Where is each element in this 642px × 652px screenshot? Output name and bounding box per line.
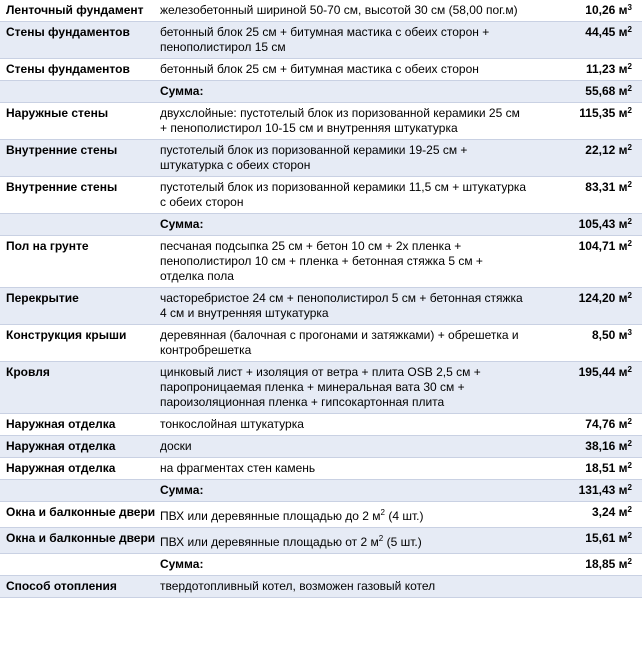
- value-unit: м: [618, 328, 628, 342]
- row-value: [538, 436, 642, 458]
- value-unit: м: [618, 505, 628, 519]
- value-unit: м: [618, 3, 628, 17]
- value-unit-exponent: 2: [627, 439, 632, 448]
- value-number: 124,20: [578, 291, 616, 305]
- table-row: [0, 59, 642, 81]
- row-value: [538, 103, 642, 140]
- sum-row: [0, 214, 642, 236]
- value-unit-exponent: 2: [627, 557, 632, 566]
- row-description: [158, 59, 538, 81]
- sum-label-text: Сумма:: [160, 217, 204, 231]
- row-name: Внутренние стены: [0, 177, 158, 214]
- value-unit: м: [618, 180, 628, 194]
- row-name: [0, 81, 158, 103]
- row-description-text: двухслойные: пустотелый блок из поризованной керамики 25 см + пенополистирол 10-15 см и внутренняя штукатурка: [160, 106, 520, 135]
- value-number: 3,24: [591, 505, 616, 519]
- row-name: Конструкция крыши: [0, 325, 158, 362]
- row-description-text: пустотелый блок из поризованной керамики 19-25 см + штукатурка с обеих сторон: [160, 143, 468, 172]
- row-value: [538, 59, 642, 81]
- row-description-text: железобетонный шириной 50-70 см, высотой 30 см (58,00 пог.м): [160, 3, 518, 17]
- value-unit-exponent: 2: [627, 483, 632, 492]
- value-unit: м: [618, 365, 628, 379]
- table-row: [0, 236, 642, 288]
- row-name: Окна и балконные двери: [0, 528, 158, 554]
- value-number: 55,68: [585, 84, 616, 98]
- row-name: Наружная отделка: [0, 458, 158, 480]
- value-unit-exponent: 2: [627, 25, 632, 34]
- sum-label: [158, 554, 538, 576]
- value-number: 11,23: [585, 62, 616, 76]
- row-name: Пол на грунте: [0, 236, 158, 288]
- row-value: [538, 325, 642, 362]
- row-name: Ленточный фундамент: [0, 0, 158, 22]
- value-unit: м: [618, 239, 628, 253]
- row-description-exponent: 2: [380, 508, 385, 517]
- row-value: [538, 414, 642, 436]
- value-unit: м: [618, 84, 628, 98]
- row-description: [158, 140, 538, 177]
- value-number: 74,76: [585, 417, 616, 431]
- value-unit-exponent: 2: [627, 505, 632, 514]
- row-description-text: бетонный блок 25 см + битумная мастика с обеих сторон: [160, 62, 479, 76]
- value-unit-exponent: 2: [627, 84, 632, 93]
- row-value: [538, 362, 642, 414]
- row-value: [538, 576, 642, 598]
- value-number: 83,31: [585, 180, 616, 194]
- row-description: [158, 177, 538, 214]
- row-value: [538, 288, 642, 325]
- row-description: [158, 458, 538, 480]
- row-name: Внутренние стены: [0, 140, 158, 177]
- table-row: [0, 103, 642, 140]
- row-description-text: ПВХ или деревянные площадью до 2 м: [160, 509, 381, 523]
- value-number: 38,16: [585, 439, 616, 453]
- value-unit-exponent: 2: [627, 180, 632, 189]
- row-value: [538, 236, 642, 288]
- row-description-text: твердотопливный котел, возможен газовый котел: [160, 579, 436, 593]
- value-number: 22,12: [585, 143, 616, 157]
- row-name: Стены фундаментов: [0, 59, 158, 81]
- value-number: 105,43: [578, 217, 616, 231]
- row-description: [158, 576, 538, 598]
- row-name: [0, 554, 158, 576]
- sum-row: [0, 81, 642, 103]
- value-unit: м: [618, 417, 628, 431]
- row-description: [158, 22, 538, 59]
- row-description-text: пустотелый блок из поризованной керамики 11,5 см + штукатурка с обеих сторон: [160, 180, 527, 209]
- value-number: 8,50: [591, 328, 616, 342]
- table-row: [0, 502, 642, 528]
- value-number: 131,43: [578, 483, 616, 497]
- value-unit-exponent: 2: [627, 417, 632, 426]
- value-unit: м: [618, 25, 628, 39]
- row-description: [158, 362, 538, 414]
- sum-label-text: Сумма:: [160, 483, 204, 497]
- row-description-text: бетонный блок 25 см + битумная мастика с обеих сторон + пенополистирол 15 см: [160, 25, 490, 54]
- value-unit-exponent: 2: [627, 461, 632, 470]
- row-description: [158, 236, 538, 288]
- row-description: [158, 528, 538, 554]
- table-row: [0, 22, 642, 59]
- sum-value: [538, 554, 642, 576]
- table-row: [0, 0, 642, 22]
- row-name: Кровля: [0, 362, 158, 414]
- value-unit: м: [618, 62, 628, 76]
- row-name: Наружная отделка: [0, 436, 158, 458]
- sum-value: [538, 81, 642, 103]
- row-description-count: (5 шт.): [383, 535, 422, 549]
- row-description-text: цинковый лист + изоляция от ветра + плита OSB 2,5 см + паропроницаемая пленка + минеральная вата 30 см + пароизоляционная пленка + гипсокартонная плита: [160, 365, 481, 409]
- sum-row: [0, 554, 642, 576]
- row-value: [538, 140, 642, 177]
- value-unit-exponent: 2: [627, 217, 632, 226]
- table-row: [0, 528, 642, 554]
- row-description: [158, 103, 538, 140]
- table-row: [0, 177, 642, 214]
- row-description-text: доски: [160, 439, 192, 453]
- value-number: 44,45: [585, 25, 616, 39]
- row-name: Окна и балконные двери: [0, 502, 158, 528]
- value-number: 104,71: [578, 239, 616, 253]
- value-number: 18,51: [585, 461, 616, 475]
- row-description-text: на фрагментах стен камень: [160, 461, 316, 475]
- row-description-text: ПВХ или деревянные площадью от 2 м: [160, 535, 379, 549]
- value-unit-exponent: 2: [627, 143, 632, 152]
- sum-label: [158, 480, 538, 502]
- row-description-text: тонкослойная штукатурка: [160, 417, 304, 431]
- table-row: [0, 288, 642, 325]
- row-value: [538, 22, 642, 59]
- row-name: Способ отопления: [0, 576, 158, 598]
- value-unit: м: [618, 557, 628, 571]
- row-value: [538, 502, 642, 528]
- value-unit-exponent: 2: [627, 106, 632, 115]
- row-name: Стены фундаментов: [0, 22, 158, 59]
- value-number: 18,85: [585, 557, 616, 571]
- row-name: [0, 480, 158, 502]
- sum-value: [538, 480, 642, 502]
- row-description: [158, 436, 538, 458]
- table-row: [0, 436, 642, 458]
- row-value: [538, 458, 642, 480]
- row-description-text: деревянная (балочная с прогонами и затяжками) + обрешетка и контробрешетка: [160, 328, 519, 357]
- row-description: [158, 414, 538, 436]
- value-unit-exponent: 2: [627, 531, 632, 540]
- row-description-count: (4 шт.): [385, 509, 424, 523]
- value-number: 10,26: [585, 3, 616, 17]
- sum-label: [158, 81, 538, 103]
- sum-row: [0, 480, 642, 502]
- value-unit-exponent: 2: [627, 62, 632, 71]
- row-description-text: песчаная подсыпка 25 см + бетон 10 см + 2х пленка + пенополистирол 10 см + пленка + бетонная стяжка 5 см + отделка пола: [160, 239, 483, 283]
- sum-label-text: Сумма:: [160, 84, 204, 98]
- row-value: [538, 177, 642, 214]
- sum-label: [158, 214, 538, 236]
- row-name: Перекрытие: [0, 288, 158, 325]
- row-value: [538, 0, 642, 22]
- row-value: [538, 528, 642, 554]
- value-unit: м: [618, 106, 628, 120]
- row-description: [158, 0, 538, 22]
- value-unit: м: [618, 439, 628, 453]
- table-row: [0, 362, 642, 414]
- value-unit-exponent: 3: [627, 328, 632, 337]
- value-unit-exponent: 2: [627, 291, 632, 300]
- table-row: [0, 325, 642, 362]
- sum-label-text: Сумма:: [160, 557, 204, 571]
- value-unit: м: [618, 483, 628, 497]
- value-unit: м: [618, 143, 628, 157]
- table-row: [0, 458, 642, 480]
- table-row: [0, 576, 642, 598]
- value-number: 15,61: [585, 531, 616, 545]
- table-row: [0, 414, 642, 436]
- value-unit: м: [618, 217, 628, 231]
- value-unit: м: [618, 531, 628, 545]
- row-name: Наружные стены: [0, 103, 158, 140]
- value-number: 195,44: [578, 365, 616, 379]
- row-description: [158, 502, 538, 528]
- value-unit: м: [618, 461, 628, 475]
- value-unit: м: [618, 291, 628, 305]
- row-name: Наружная отделка: [0, 414, 158, 436]
- value-unit-exponent: 2: [627, 365, 632, 374]
- value-unit-exponent: 2: [627, 239, 632, 248]
- row-name: [0, 214, 158, 236]
- sum-value: [538, 214, 642, 236]
- value-number: 115,35: [579, 106, 616, 120]
- row-description: [158, 288, 538, 325]
- row-description-exponent: 2: [378, 534, 384, 543]
- row-description: [158, 325, 538, 362]
- value-unit-exponent: 3: [627, 3, 632, 12]
- table-row: [0, 140, 642, 177]
- row-description-text: часторебристое 24 см + пенополистирол 5 см + бетонная стяжка 4 см и внутренняя штукатурка: [160, 291, 523, 320]
